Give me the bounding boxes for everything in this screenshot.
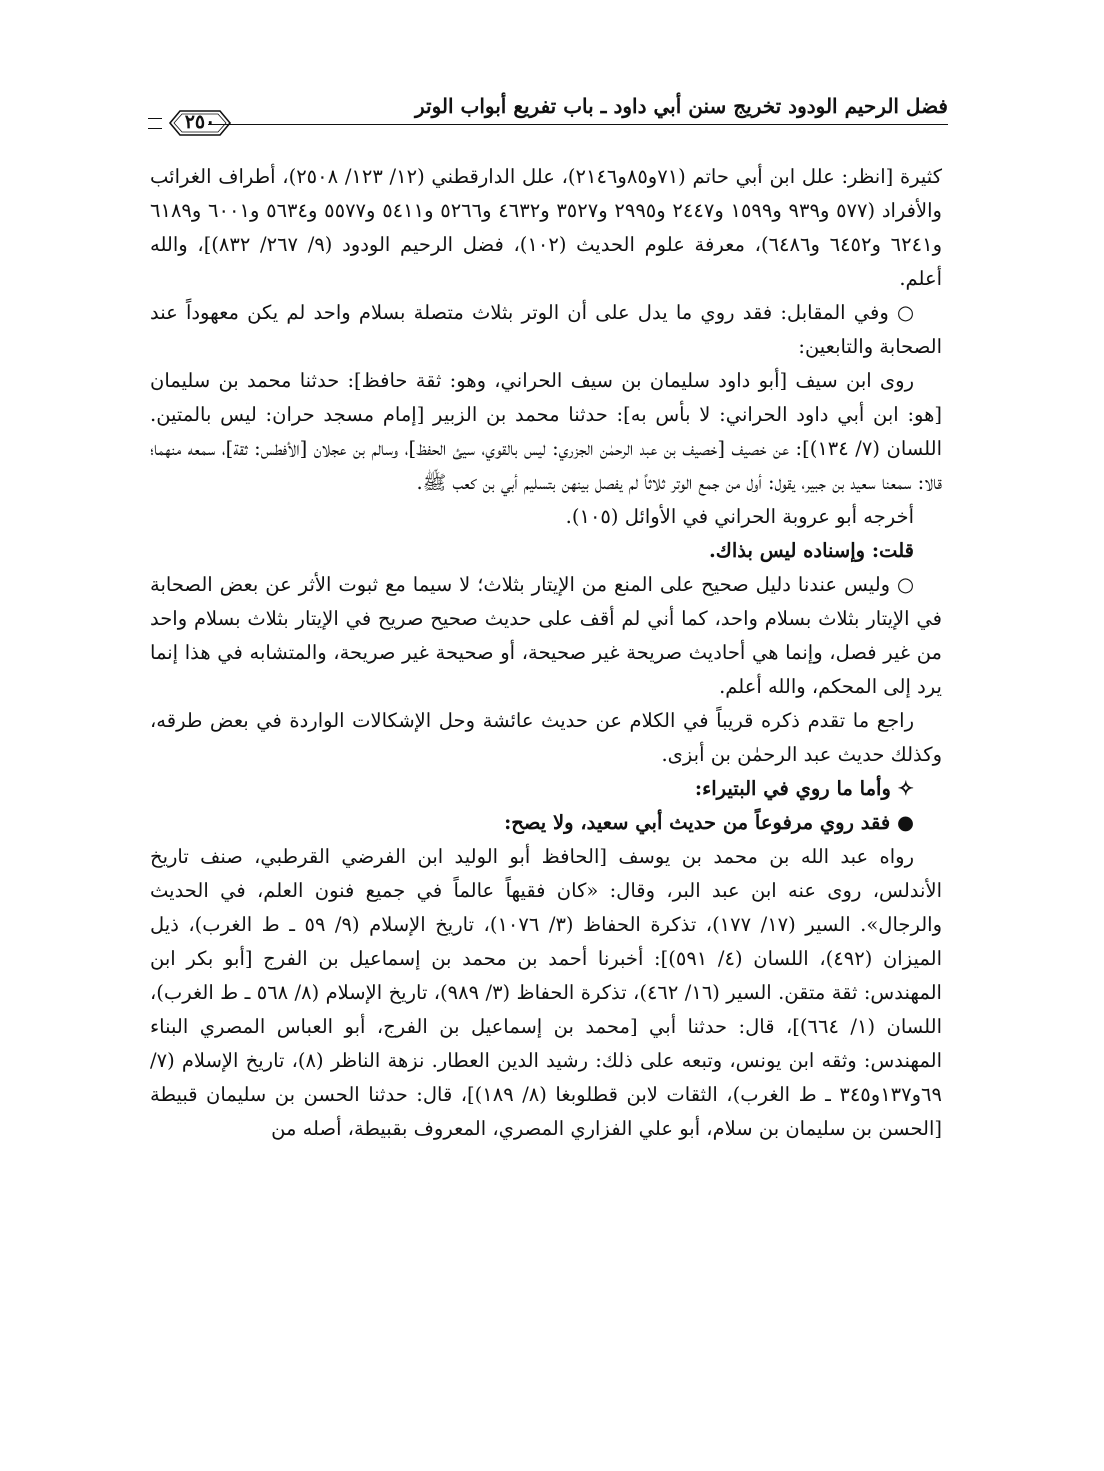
paragraph-references: كثيرة [انظر: علل ابن أبي حاتم (٧١و٨٥و٢١٤٦)، علل الدارقطني (١٢/ ١٢٣/ ٢٥٠٨)، أطراف الغرائب والأفراد (٥٧٧ و٩٣٩ و١٥٩٩ و٢٤٤٧ و٢٩٩٥ و٣٥٢٧ و٤٦٣٢ و٥٢٦٦ و٥٤١١ و٥٥٧٧ و٥٦٣٤ و٦٠٠١ و٦١٨٩ و٦٢٤١ و٦٤٥٢ و٦٤٨٦)، معرفة علوم الحديث (١٠٢)، فضل الرحيم الودود (٩/ ٢٦٧/ ٨٣٢)]، والله أعلم. [150,165,942,290]
paragraph-ibn-sayf-narration: روى ابن سيف [أبو داود سليمان بن سيف الحراني، وهو: ثقة حافظ]: حدثنا محمد بن سليمان [هو: ابن أبي داود الحراني: لا بأس به]: حدثنا محمد بن الزبير [إمام مسجد حران: ليس بالمتين. اللسان (٧/ ١٣٤)]: عن خصيف [خصيف بن عبد الرحمٰن الجزري: ليس بالقوي، سيئ الحفظ]، وسالم بن عجلان [الأفطس: ثقة]، سمعه منهما؛ قالا: سمعنا سعيد بن جبير، يقول: أول من جمع الوتر ثلاثاً لم يفصل بينهن بتسليم أبي بن كعب ﷺ. [150,369,942,494]
running-title: فضل الرحيم الودود تخريج سنن أبي داود ـ باب تفريع أبواب الوتر [414,94,948,118]
heading-abu-said: ● فقد روي مرفوعاً من حديث أبي سعيد، ولا يصح: [504,811,914,834]
page-number-badge [168,108,232,138]
paragraph-verdict: قلت: وإسناده ليس بذاك. [708,539,914,562]
page-header [148,88,948,148]
paragraph-opposing-view: ○ وفي المقابل: فقد روي ما يدل على أن الوتر بثلاث متصلة بسلام واحد لم يكن معهوداً عند الصحابة والتابعين: [150,301,942,358]
header-rule-lower [148,128,162,129]
body-text [150,160,942,1146]
paragraph-cross-reference: راجع ما تقدم ذكره قريباً في الكلام عن حديث عائشة وحل الإشكالات الواردة في بعض طرقه، وكذلك حديث عبد الرحمٰن بن أبزى. [150,709,942,766]
page-number: ٢٥٠ [184,111,216,133]
paragraph-isnad: رواه عبد الله بن محمد بن يوسف [الحافظ أبو الوليد ابن الفرضي القرطبي، صنف تاريخ الأندلس، روى عنه ابن عبد البر، وقال: «كان فقيهاً عالماً في جميع فنون العلم، في الحديث والرجال». السير (١٧/ ١٧٧)، تذكرة الحفاظ (٣/ ١٠٧٦)، تاريخ الإسلام (٩/ ٥٩ ـ ط الغرب)، ذيل الميزان (٤٩٢)، اللسان (٤/ ٥٩١)]: أخبرنا أحمد بن محمد بن إسماعيل بن الفرج [أبو بكر ابن المهندس: ثقة متقن. السير (١٦/ ٤٦٢)، تذكرة الحفاظ (٣/ ٩٨٩)، تاريخ الإسلام (٨/ ٥٦٨ ـ ط الغرب)، اللسان (١/ ٦٦٤)]، قال: حدثنا أبي [محمد بن إسماعيل بن الفرج، أبو العباس المصري البناء المهندس: وثقه ابن يونس، وتبعه على ذلك: رشيد الدين العطار. نزهة الناظر (٨)، تاريخ الإسلام (٧/ ٦٩و١٣٧و٣٤٥ ـ ط الغرب)، الثقات لابن قطلوبغا (٨/ ١٨٩)]، قال: حدثنا الحسن بن سليمان قبيطة [الحسن بن سليمان بن سلام، أبو علي الفزاري المصري، المعروف بقبيطة، أصله من [150,845,943,1140]
paragraph-source: أخرجه أبو عروبة الحراني في الأوائل (١٠٥). [565,505,914,528]
paragraph-no-evidence: ○ وليس عندنا دليل صحيح على المنع من الإيتار بثلاث؛ لا سيما مع ثبوت الأثر عن بعض الصحابة في الإيتار بثلاث بسلام واحد، كما أني لم أقف على حديث صحيح صريح في الإيتار بثلاث بسلام واحد من غير فصل، وإنما هي أحاديث صريحة غير صحيحة، أو صحيحة غير صريحة، والمتشابه في هذا إنما يرد إلى المحكم، والله أعلم. [150,573,942,698]
heading-butayra: ✧ وأما ما روي في البتيراء: [694,777,914,800]
header-rule [208,124,948,125]
header-rule-upper [148,118,162,119]
